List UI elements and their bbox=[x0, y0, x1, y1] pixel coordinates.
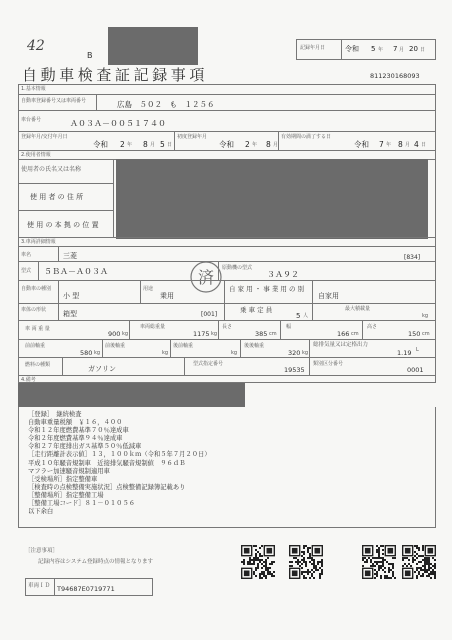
section3-heading: 3.車両詳細情報 bbox=[21, 239, 56, 245]
remark-line: 自動車重量税額 ￥１６，４００ bbox=[28, 419, 123, 427]
kind-value: 小 型 bbox=[63, 292, 80, 300]
vehicle-id-value: T94687E0719771 bbox=[57, 585, 115, 593]
qr-code-icon bbox=[402, 545, 436, 579]
first-reg-month-unit: 月 bbox=[150, 142, 156, 148]
model-value: ５ＢＡ－Ａ０３Ａ bbox=[44, 267, 108, 276]
first-reg-month-month-unit: 月 bbox=[273, 142, 279, 148]
section2-heading: 2.使用者情報 bbox=[21, 152, 51, 158]
remarks-list bbox=[28, 412, 211, 517]
gross-value: 1175 bbox=[193, 330, 210, 338]
document-title: 自動車検査証記録事項 bbox=[22, 66, 209, 84]
body-code: [001] bbox=[201, 311, 218, 318]
stamp-text: 済 bbox=[197, 268, 215, 287]
expiry-month-unit: 月 bbox=[405, 142, 411, 148]
first-reg-month: 8 bbox=[143, 140, 148, 149]
private-value: 自家用 bbox=[318, 292, 339, 300]
chassis-value: Ａ０３Ａ－００５１７４０ bbox=[70, 119, 166, 128]
rear-rear-value: 320 bbox=[288, 349, 301, 357]
maker-code: [834] bbox=[404, 254, 421, 261]
record-date-month-unit: 月 bbox=[399, 47, 405, 53]
displacement-value: 1.19 bbox=[397, 349, 412, 357]
rear-rear-label: 後後軸重 bbox=[244, 343, 265, 349]
remark-line: 令和１２年度燃費基準７０％達成車 bbox=[28, 427, 129, 435]
width-unit: cm bbox=[351, 331, 359, 337]
front-rear-unit: kg bbox=[162, 350, 169, 356]
qr-code-icon bbox=[241, 545, 275, 579]
capacity-label: 乗 車 定 員 bbox=[240, 306, 273, 314]
front-axle-unit: kg bbox=[94, 350, 101, 356]
maker-label: 車名 bbox=[21, 252, 32, 258]
fuel-value: ガソリン bbox=[88, 365, 116, 373]
height-label: 高さ bbox=[367, 324, 378, 330]
length-unit: cm bbox=[269, 331, 277, 337]
max-load-label: 最大積載量 bbox=[345, 306, 371, 312]
notice-text: 記録内容はシステム登録時点の情報となります bbox=[38, 559, 153, 565]
first-reg-month-era: 令和 bbox=[219, 140, 234, 149]
fuel-label: 燃料の種類 bbox=[25, 362, 51, 368]
front-axle-label: 前前軸重 bbox=[25, 343, 46, 349]
serial-number: 811230168093 bbox=[370, 72, 420, 80]
remark-line: ［整備工場コード］８１－０１０５６ bbox=[28, 500, 136, 508]
remark-line: 令和２年度燃費基準９４％達成車 bbox=[28, 435, 123, 443]
class-value: 0001 bbox=[407, 366, 424, 374]
gross-unit: kg bbox=[211, 331, 218, 337]
length-label: 長さ bbox=[222, 324, 233, 330]
width-value: 166 bbox=[337, 330, 350, 338]
displacement-unit: L bbox=[416, 347, 419, 353]
reg-no-label: 自動車登録番号又は車両番号 bbox=[21, 98, 87, 104]
expiry-month: 8 bbox=[398, 140, 403, 149]
first-reg-month-month: 8 bbox=[266, 140, 271, 149]
engine-value: ３Ａ９２ bbox=[267, 270, 299, 279]
expiry-day-unit: 日 bbox=[421, 142, 427, 148]
body-value: 箱型 bbox=[63, 310, 77, 318]
record-date-label: 記録年月日 bbox=[300, 45, 326, 51]
weight-label: 車 両 重 量 bbox=[25, 326, 50, 332]
expiry-year: 7 bbox=[379, 140, 384, 149]
base-label: 使 用 の 本 拠 の 位 置 bbox=[27, 221, 99, 229]
first-reg-year-unit: 年 bbox=[127, 142, 133, 148]
vehicle-id-label: 車両ＩＤ bbox=[28, 583, 51, 589]
first-reg-day-unit: 日 bbox=[167, 142, 173, 148]
rear-front-label: 後前軸重 bbox=[173, 343, 194, 349]
remark-line: 以下余白 bbox=[28, 508, 54, 516]
front-axle-value: 580 bbox=[80, 349, 93, 357]
purpose-value: 乗用 bbox=[160, 292, 174, 300]
rear-rear-unit: kg bbox=[302, 350, 309, 356]
maker-value: 三菱 bbox=[63, 252, 77, 260]
record-date-era: 令和 bbox=[345, 45, 359, 53]
width-label: 幅 bbox=[286, 324, 292, 330]
record-date-day: 20 bbox=[409, 45, 418, 53]
gross-label: 車両総重量 bbox=[140, 324, 166, 330]
remark-line: マフラー加速騒音規制適用車 bbox=[28, 467, 110, 475]
remark-line: 令和２７年度排出ガス基準５０％低減車 bbox=[28, 443, 142, 451]
section4-heading: 4.備考 bbox=[21, 377, 36, 383]
weight-unit: kg bbox=[122, 331, 129, 337]
height-unit: cm bbox=[422, 331, 430, 337]
record-date-month: 7 bbox=[393, 45, 398, 53]
reg-no-value: 広島 ５０２ も １２５６ bbox=[117, 100, 215, 109]
displacement-label: 総排気量又は定格出力 bbox=[313, 342, 369, 348]
rear-front-unit: kg bbox=[231, 350, 238, 356]
record-date-year: 5 bbox=[371, 45, 376, 53]
body-label: 車体の形状 bbox=[21, 307, 47, 313]
user-name-label: 使用者の氏名又は名称 bbox=[21, 166, 82, 173]
front-rear-label: 前後軸重 bbox=[105, 343, 126, 349]
notice-label: ［注意事項］ bbox=[25, 548, 59, 554]
qr-code-icon bbox=[289, 545, 323, 579]
class-label: 類別区分番号 bbox=[313, 361, 344, 367]
engine-label: 原動機の型式 bbox=[222, 265, 253, 271]
first-reg-month-year: 2 bbox=[245, 140, 250, 149]
expiry-day: 4 bbox=[414, 140, 419, 149]
expiry-era: 令和 bbox=[354, 140, 369, 149]
first-reg-day: 5 bbox=[160, 140, 165, 149]
weight-value: 900 bbox=[108, 330, 121, 338]
remark-line: ［走行距離計表示値］１３，１００ｋｍ（令和５年７月２０日） bbox=[28, 451, 211, 459]
type-approval-value: 19535 bbox=[284, 366, 305, 374]
handwritten-number: 42 bbox=[27, 38, 45, 54]
max-load-unit: kg bbox=[422, 313, 429, 319]
redaction-block bbox=[108, 27, 198, 65]
purpose-label: 用途 bbox=[143, 286, 154, 292]
remark-line: ［整備場所］指定整備工場 bbox=[28, 491, 104, 499]
remark-line: ［検査時の点検整備実施状況］点検整備記録簿記載あり bbox=[28, 483, 186, 491]
expiry-year-unit: 年 bbox=[386, 142, 392, 148]
redaction-block bbox=[116, 159, 428, 239]
redaction-block bbox=[18, 383, 245, 407]
remark-line: ［登録］ 継続検査 bbox=[28, 411, 82, 418]
first-reg-month-label: 初度登録年月 bbox=[177, 134, 208, 140]
first-reg-month-year-unit: 年 bbox=[252, 142, 258, 148]
first-reg-era: 令和 bbox=[93, 140, 108, 149]
capacity-unit: 人 bbox=[303, 313, 309, 319]
model-label: 型式 bbox=[21, 268, 32, 274]
qr-code-icon bbox=[362, 545, 396, 579]
record-date-year-unit: 年 bbox=[378, 47, 384, 53]
header-letter: B bbox=[87, 51, 93, 60]
record-date-day-unit: 日 bbox=[420, 47, 426, 53]
expiry-label: 有効期間の満了する日 bbox=[281, 134, 332, 140]
section1-heading: 1.基本情報 bbox=[21, 86, 46, 92]
first-reg-year: 2 bbox=[120, 140, 125, 149]
remark-line: 平成１０年騒音規制車 近接排気騒音規制値 ９６ｄＢ bbox=[28, 459, 186, 467]
length-value: 385 bbox=[255, 330, 268, 338]
remark-line: ［受検場所］指定整備車 bbox=[28, 475, 98, 483]
user-address-label: 使 用 者 の 住 所 bbox=[30, 193, 84, 201]
type-approval-label: 型式指定番号 bbox=[193, 361, 224, 367]
capacity-value: 5 bbox=[296, 312, 301, 320]
kind-label: 自動車の種別 bbox=[21, 286, 52, 292]
first-reg-label: 登録年月/交付年月日 bbox=[21, 134, 68, 140]
height-value: 150 bbox=[408, 330, 421, 338]
private-label: 自 家 用 ・ 事 業 用 の 別 bbox=[229, 285, 305, 293]
chassis-label: 車台番号 bbox=[21, 117, 42, 123]
